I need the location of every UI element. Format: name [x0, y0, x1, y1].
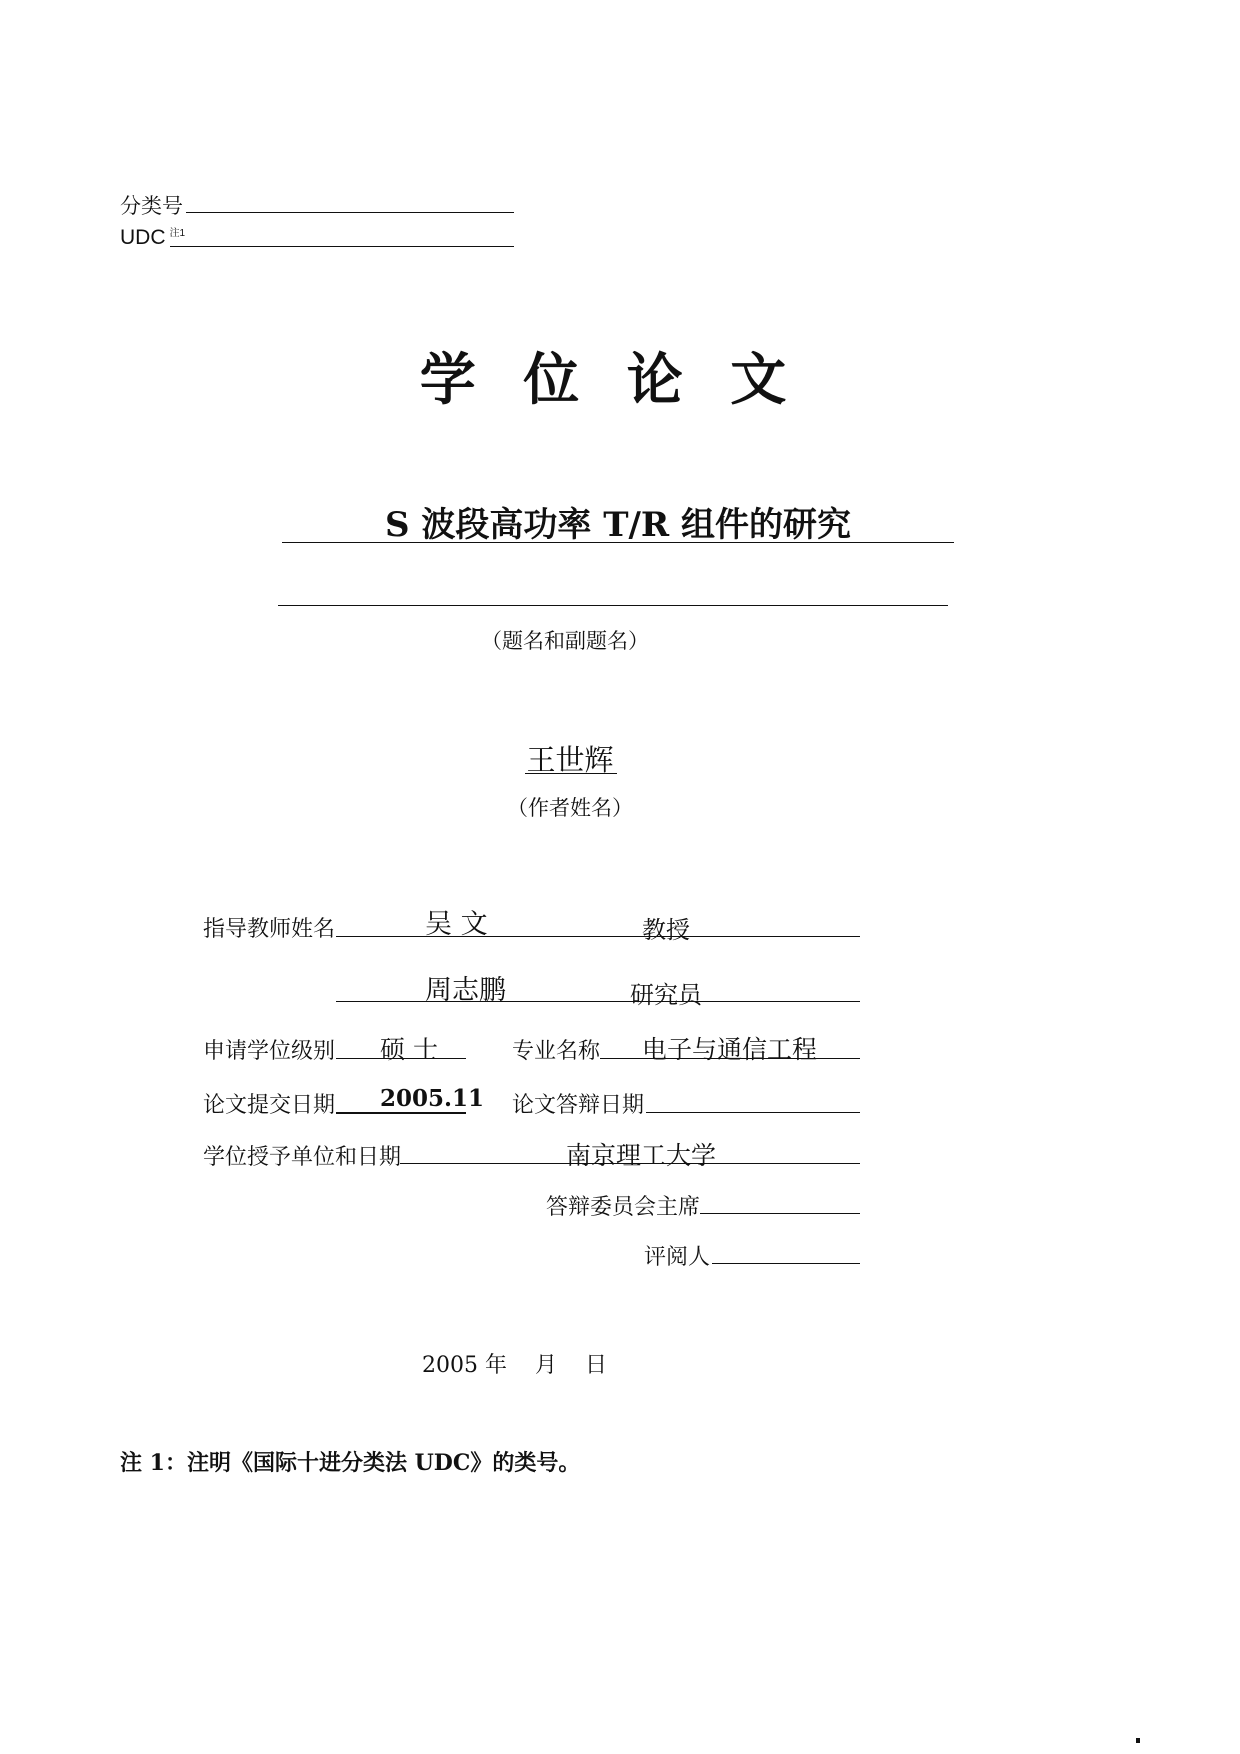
- major-label: 专业名称: [512, 1039, 601, 1064]
- advisor1-line: [336, 936, 860, 937]
- subtitle-line: [278, 605, 948, 606]
- advisor2-name: 周志鹏: [425, 975, 506, 1006]
- grantor-value: 南京理工大学: [566, 1141, 717, 1170]
- defense-label: 论文答辩日期: [512, 1093, 645, 1118]
- page-title: 学 位 论 文: [419, 348, 801, 413]
- submit-label: 论文提交日期: [203, 1093, 336, 1118]
- reviewer-line: [712, 1263, 860, 1264]
- date-year: 2005: [422, 1353, 478, 1378]
- scan-speck: [1136, 1738, 1140, 1743]
- grantor-label: 学位授予单位和日期: [203, 1145, 402, 1170]
- chair-label: 答辩委员会主席: [546, 1195, 701, 1220]
- title-caption: （题名和副题名）: [481, 629, 649, 653]
- submit-line: [336, 1112, 466, 1114]
- date-line: [422, 1348, 607, 1379]
- major-line: [600, 1058, 860, 1059]
- udc-text: UDC: [120, 226, 166, 249]
- date-month-unit: 月: [535, 1353, 558, 1378]
- major-value: 电子与通信工程: [642, 1035, 818, 1064]
- udc-line: [170, 246, 514, 247]
- degree-value: 硕 士: [380, 1035, 438, 1064]
- classification-line: [186, 212, 514, 213]
- footnote: 注 1：注明《国际十进分类法 UDC》的类号。: [120, 1450, 581, 1476]
- advisor2-line: [336, 1001, 860, 1002]
- date-year-unit: 年: [485, 1353, 508, 1378]
- advisor1-name: 吴 文: [425, 909, 488, 940]
- date-day-unit: 日: [585, 1353, 608, 1378]
- degree-label: 申请学位级别: [203, 1039, 336, 1064]
- advisor-label: 指导教师姓名: [203, 917, 336, 942]
- thesis-title: S 波段高功率 T/R 组件的研究: [384, 505, 852, 545]
- submit-value: 2005.11: [380, 1085, 485, 1112]
- reviewer-label: 评阅人: [644, 1245, 711, 1270]
- advisor2-title: 研究员: [630, 981, 702, 1009]
- advisor1-title: 教授: [642, 916, 690, 944]
- degree-line: [336, 1058, 466, 1059]
- author-line: [525, 773, 617, 774]
- thesis-title-line: [282, 542, 954, 543]
- classification-label: 分类号: [120, 194, 183, 218]
- grantor-line: [400, 1163, 860, 1164]
- chair-line: [700, 1213, 860, 1214]
- author-name: 王世辉: [526, 743, 614, 777]
- defense-line: [646, 1112, 860, 1113]
- udc-note-mark: 注1: [169, 228, 186, 239]
- author-caption: （作者姓名）: [507, 796, 633, 820]
